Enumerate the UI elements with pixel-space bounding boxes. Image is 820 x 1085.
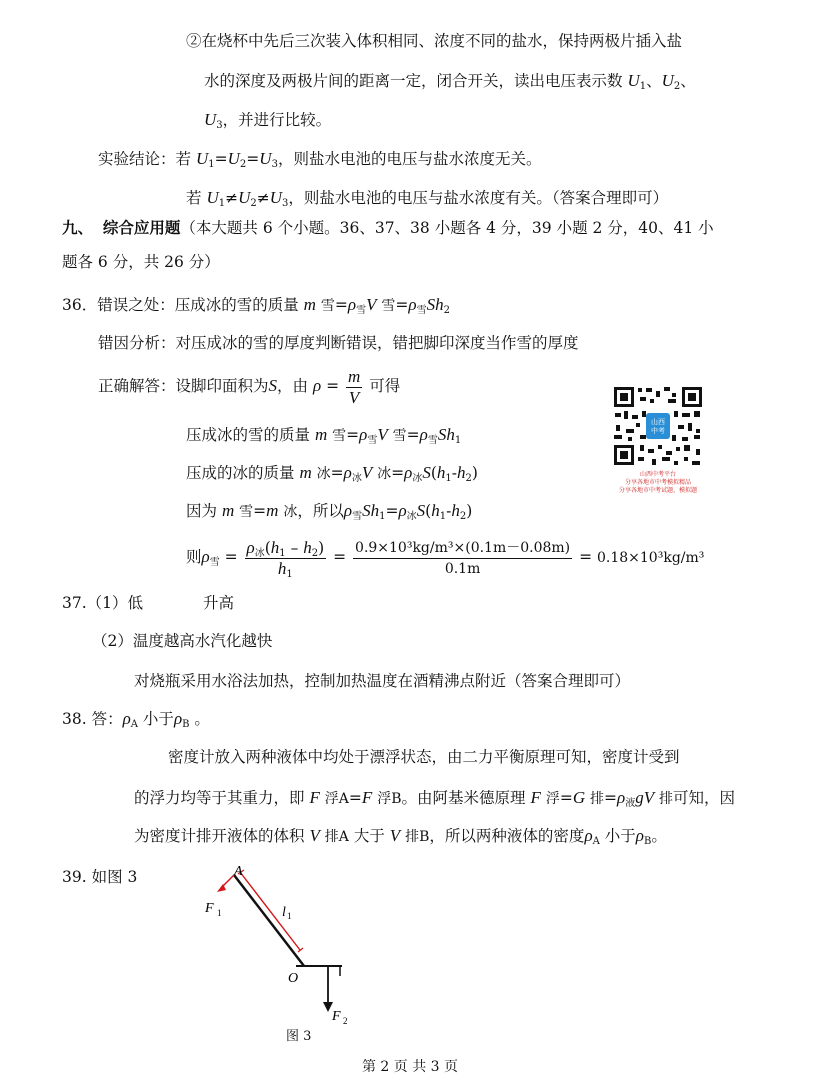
q36-line1: 压成冰的雪的质量 m 雪$=\rho_雪V$ 雪$=\rho_雪Sh_1$ <box>186 425 462 446</box>
q38-p2: 的浮力均等于其重力，即 F 浮A=F 浮B。由阿基米德原理 F 浮=G 排$=\rho_液gV$ 排可知，因 <box>134 788 736 809</box>
formula-left-fraction: $\frac{\rho_冰(h_1 - h_2)}{h_1}$ <box>246 537 325 580</box>
q36-error-analysis: 错因分析：对压成冰的雪的厚度判断错误，错把脚印深度当作雪的厚度 <box>98 334 579 352</box>
rho-fraction: $\frac{m}{V}$ <box>347 366 361 407</box>
step2-line2: 水的深度及两极片间的距离一定，闭合开关，读出电压表示数 $U_1$、$U_2$、 <box>204 71 696 92</box>
label-O: O <box>288 971 299 986</box>
qr-caption-1: 山西中考平台 <box>639 471 676 478</box>
label-F1: F <box>205 901 214 916</box>
q36-answer-intro: 正确解答：设脚印面积为S，由 ρ = $\frac{m}{V}$ 可得 <box>98 366 401 407</box>
step2-line1: ②在烧杯中先后三次装入体积相同、浓度不同的盐水，保持两极片插入盐 <box>186 32 683 50</box>
q36-error: 36．错误之处：压成冰的雪的质量 m 雪$=\rho_雪V$ 雪$=\rho_雪Sh_2$ <box>62 295 450 316</box>
q37-part2: （2）温度越高水汽化越快 <box>92 632 273 650</box>
formula-right-fraction: $\frac{\text{0.9×10³kg/m³×(0.1m－0.08m)}}{0.1m}$ <box>355 539 571 577</box>
q38-p3: 为密度计排开液体的体积 V 排A 大于 V 排B，所以两种液体的密度$\rho_A$ 小于$\rho_B$。 <box>134 826 667 847</box>
q38-answer: 38. 答：$\rho_A$ 小于$\rho_B$ 。 <box>62 709 210 730</box>
q36-line3: 因为 m 雪=m 冰，所以$\rho_雪Sh_1=\rho_冰S(h_1-h_2)$ <box>186 501 473 522</box>
label-A: A <box>234 864 243 879</box>
lever-diagram <box>190 860 360 1030</box>
label-l1-sub: 1 <box>287 911 292 921</box>
page-footer: 第 2 页 共 3 页 <box>361 1059 459 1075</box>
label-F2-sub: 2 <box>343 1016 348 1026</box>
q37-part1: 37.（1）低 升高 <box>62 594 235 612</box>
conclusion-line2: 若 $U_1\ne U_2\ne U_3$，则盐水电池的电压与盐水浓度有关。（答案合理即可） <box>186 188 669 209</box>
section9-heading-cont: 题各 6 分，共 26 分） <box>62 253 220 271</box>
label-F1-sub: 1 <box>217 908 222 918</box>
qr-caption-3: 分享各地市中考试题、模拟题 <box>618 487 697 494</box>
section9-heading: 九、 综合应用题（本大题共 6 个小题。36、37、38 小题各 4 分，39 小题 2 分，40、41 小 <box>62 219 714 237</box>
step2-line3: $U_3$，并进行比较。 <box>204 110 332 131</box>
lever-rod <box>234 875 304 966</box>
qr-caption-2: 分享各地市中考模拟精品 <box>624 479 691 486</box>
q39-label: 39. 如图 3 <box>62 868 138 886</box>
label-l1: l <box>282 905 286 920</box>
label-F2: F <box>332 1009 341 1024</box>
conclusion-line1: 实验结论：若 $U_1=U_2=U_3$，则盐水电池的电压与盐水浓度无关。 <box>98 149 542 170</box>
q37-part2-b: 对烧瓶采用水浴法加热，控制加热温度在酒精沸点附近（答案合理即可） <box>134 672 631 690</box>
qr-block <box>612 385 704 495</box>
q38-p1: 密度计放入两种液体中均处于漂浮状态，由二力平衡原理可知，密度计受到 <box>168 748 680 766</box>
figure-caption: 图 3 <box>286 1029 312 1044</box>
q36-line2: 压成的冰的质量 m 冰$=\rho_冰V$ 冰$=\rho_冰S(h_1-h_2)$ <box>186 463 478 484</box>
q36-formula: 则$\rho_雪$ = $\frac{\rho_冰(h_1 - h_2)}{h_1}$ = $\frac{\text{0.9×10³kg/m³×(0.1m－0.08m)}}{0.1m}$ = 0.18×10³kg/m³ <box>186 537 705 580</box>
qr-logo-text: 山西中考 <box>651 418 665 435</box>
